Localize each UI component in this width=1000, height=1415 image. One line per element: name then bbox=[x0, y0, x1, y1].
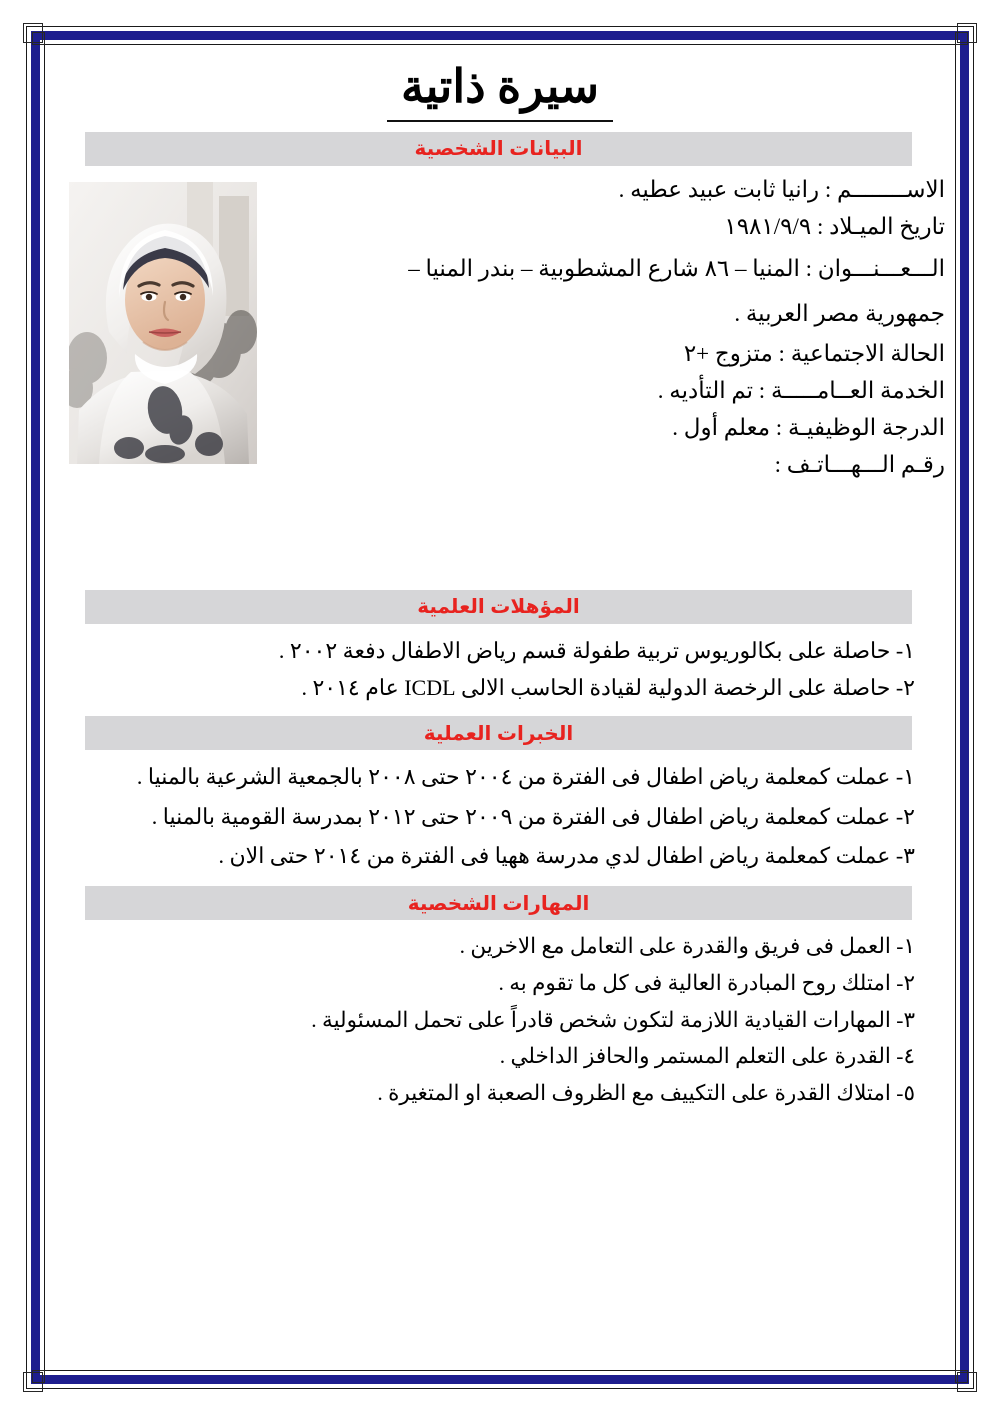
field-address-line-2: جمهورية مصر العربية . bbox=[734, 300, 945, 326]
field-phone: رقـم الـــهـــاتـف : bbox=[774, 452, 945, 478]
page-title-wrap bbox=[55, 58, 945, 122]
frame-corner-bottom-left bbox=[23, 1372, 43, 1392]
list-item: ٣- المهارات القيادية اللازمة لتكون شخص قادراً على تحمل المسئولية . bbox=[311, 1007, 915, 1032]
list-item: ٢- عملت كمعلمة رياض اطفال فى الفترة من ٢٠٠٩ حتى ٢٠١٢ بمدرسة القومية بالمنيا . bbox=[151, 803, 915, 829]
list-item: ٢- حاصلة على الرخصة الدولية لقيادة الحاسب الالى ICDL عام ٢٠١٤ . bbox=[301, 674, 915, 700]
list-item: ٥- امتلاك القدرة على التكييف مع الظروف الصعبة او المتغيرة . bbox=[377, 1080, 915, 1105]
personal-data-block bbox=[55, 166, 945, 590]
list-item: ٢- امتلك روح المبادرة العالية فى كل ما تقوم به . bbox=[498, 970, 915, 995]
frame-corner-bottom-right bbox=[957, 1372, 977, 1392]
section-title-personal: البيانات الشخصية bbox=[414, 138, 583, 160]
frame-corner-inner-top-right bbox=[955, 32, 968, 45]
avatar bbox=[69, 182, 257, 464]
section-title-experience: الخبرات العملية bbox=[423, 722, 574, 745]
field-birth-date: تاريخ الميـلاد : ١٩٨١/٩/٩ bbox=[724, 213, 945, 239]
section-header-personal bbox=[85, 132, 912, 166]
list-item: ٣- عملت كمعلمة رياض اطفال لدي مدرسة ههيا فى الفترة من ٢٠١٤ حتى الان . bbox=[218, 842, 915, 868]
field-public-service: الخدمة العــامـــــة : تم التأديه . bbox=[657, 378, 945, 404]
frame-corner-inner-bottom-left bbox=[32, 1370, 45, 1383]
frame-corner-inner-top-left bbox=[32, 32, 45, 45]
list-item: ٤- القدرة على التعلم المستمر والحافز الداخلي . bbox=[499, 1044, 915, 1069]
field-name: الاســــــــم : رانيا ثابت عبيد عطيه . bbox=[618, 176, 945, 202]
field-marital-status: الحالة الاجتماعية : متزوج +٢ bbox=[683, 341, 945, 367]
section-header-qualifications bbox=[85, 590, 912, 624]
field-address-line-1: الـــعـــنـــوان : المنيا – ٨٦ شارع المشطوبية – بندر المنيا – bbox=[408, 255, 945, 281]
frame-corner-top-left bbox=[23, 23, 43, 43]
qualifications-list bbox=[55, 624, 945, 717]
section-title-qualifications: المؤهلات العلمية bbox=[417, 596, 580, 618]
frame-corner-top-right bbox=[957, 23, 977, 43]
portrait-photo-icon bbox=[69, 182, 257, 464]
frame-corner-inner-bottom-right bbox=[955, 1370, 968, 1383]
page-title: سيرة ذاتية bbox=[387, 58, 613, 122]
experience-list bbox=[55, 750, 945, 886]
list-item: ١- عملت كمعلمة رياض اطفال فى الفترة من ٢٠٠٤ حتى ٢٠٠٨ بالجمعية الشرعية بالمنيا . bbox=[136, 764, 915, 790]
list-item: ١- حاصلة على بكالوريوس تربية طفولة قسم رياض الاطفال دفعة ٢٠٠٢ . bbox=[278, 637, 915, 663]
section-header-experience bbox=[85, 716, 912, 750]
list-item: ١- العمل فى فريق والقدرة على التعامل مع الاخرين . bbox=[459, 934, 915, 959]
cv-content bbox=[55, 46, 945, 1366]
field-job-grade: الدرجة الوظيفيـة : معلم أول . bbox=[672, 415, 945, 441]
section-header-skills bbox=[85, 886, 912, 920]
skills-list bbox=[55, 920, 945, 1121]
section-title-skills: المهارات الشخصية bbox=[407, 892, 590, 915]
